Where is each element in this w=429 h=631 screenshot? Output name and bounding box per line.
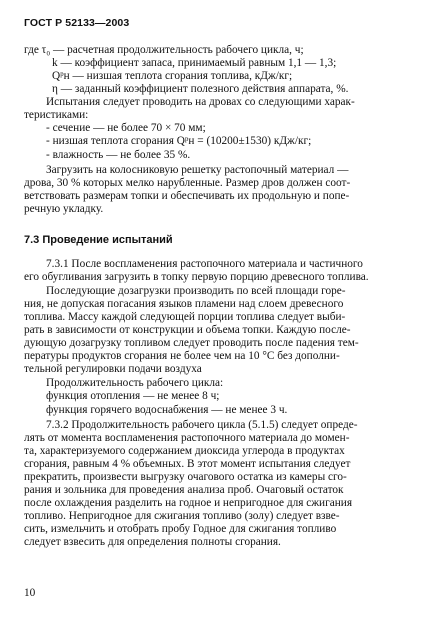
section-line: лять от момента воспламенения растопочного материала до момен- xyxy=(24,432,350,444)
load-line-2: дрова, 30 % которых мелко нарубленные. Размер дров должен соот- xyxy=(24,177,351,189)
tests-intro-2: теристиками: xyxy=(24,109,89,121)
section-line: тельной регулировки подачи воздуха xyxy=(24,363,202,375)
section-line: сгорания, равным 4 % объемных. В этот момент испытания следует xyxy=(24,458,351,470)
tests-item-heat: - низшая теплота сгорания Qᵖн = (10200±1530) кДж/кг; xyxy=(46,135,312,147)
section-line: Продолжительность рабочего цикла: xyxy=(46,377,224,389)
load-line-1: Загрузить на колосниковую решетку растопочный материал — xyxy=(46,164,349,176)
definition-q: Qᵖн — низшая теплота сгорания топлива, кДж/кг; xyxy=(52,70,293,82)
section-line: Последующие дозагрузки производить по всей площади горе- xyxy=(46,285,346,297)
tests-intro-1: Испытания следует проводить на дровах со следующими харак- xyxy=(46,96,355,108)
section-line: пературы продуктов сгорания не более чем на 10 °С без дополни- xyxy=(24,350,340,362)
section-line: сить, измельчить и отобрать пробу Годное для сжигания топливо xyxy=(24,523,337,535)
page-number: 10 xyxy=(24,587,36,599)
section-line: 7.3.2 Продолжительность рабочего цикла (5.1.5) следует опреде- xyxy=(46,419,358,431)
section-line: функция отопления — не менее 8 ч; xyxy=(46,390,220,402)
tests-item-section: - сечение — не более 70 × 70 мм; xyxy=(46,122,206,134)
section-line: дующую дозагрузку топливом следует проводить после падения тем- xyxy=(24,337,359,349)
tests-item-moisture: - влажность — не более 35 %. xyxy=(46,149,191,161)
section-line: прекратить, произвести выгрузку очагового остатка из камеры сго- xyxy=(24,471,347,483)
load-line-3: ветствовать размерам топки и обеспечивать их продольную и попе- xyxy=(24,190,350,202)
section-line: после охлаждения разделить на годное и непригодное для сжигания xyxy=(24,497,353,509)
section-line: рать в зависимости от конструкции и объема топки. Каждую после- xyxy=(24,324,351,336)
section-line: рания и зольника для проведения анализа проб. Очаговый остаток xyxy=(24,484,344,496)
section-line: топлива. Массу каждой следующей порции топлива следует выби- xyxy=(24,311,346,323)
section-line: та, характеризуемого содержанием диоксида углерода в продуктах xyxy=(24,445,345,457)
definition-tau: где τ₀ — расчетная продолжительность рабочего цикла, ч; xyxy=(24,44,304,56)
section-line: его обугливания загрузить в топку первую порцию древесного топлива. xyxy=(24,271,369,283)
definition-k: k — коэффициент запаса, принимаемый равным 1,1 — 1,3; xyxy=(52,57,337,69)
section-line: 7.3.1 После воспламенения растопочного материала и частичного xyxy=(46,258,363,270)
section-title: 7.3 Проведение испытаний xyxy=(24,234,173,246)
section-line: топливо. Непригодное для сжигания топливо (золу) следует взве- xyxy=(24,510,340,522)
section-line: ния, не допуская погасания языков пламени над слоем древесного xyxy=(24,298,344,310)
section-line: следует взвесить для определения полноты сгорания. xyxy=(24,536,281,548)
page-header: ГОСТ Р 52133—2003 xyxy=(24,17,130,29)
section-line: функция горячего водоснабжения — не менее 3 ч. xyxy=(46,404,288,416)
load-line-4: речную укладку. xyxy=(24,203,104,215)
definition-eta: η — заданный коэффициент полезного действия аппарата, %. xyxy=(52,83,349,95)
